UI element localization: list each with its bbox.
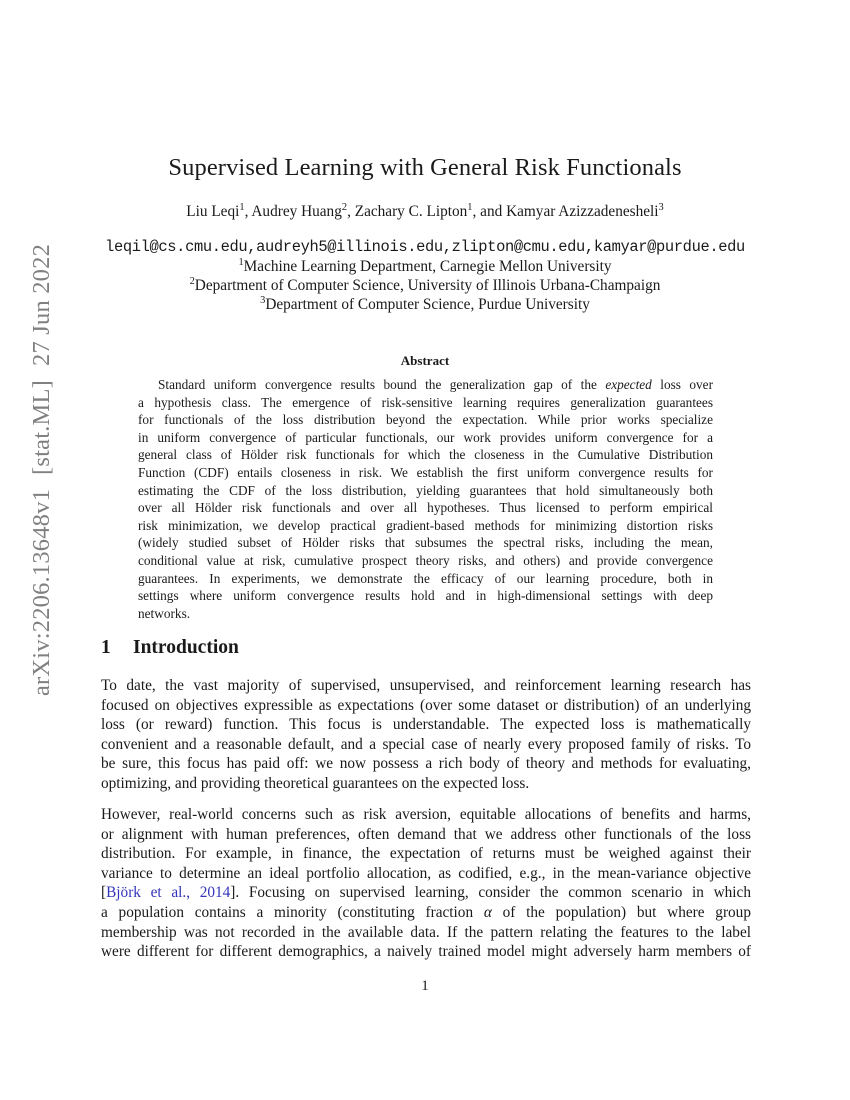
emphasis-expected: expected xyxy=(605,377,652,392)
body-line: distribution. For example, in finance, the expectation of returns must be weighed against their xyxy=(101,845,751,863)
abstract-line: Function (CDF) entails closeness in risk. We establish the first uniform convergence results for xyxy=(138,464,713,480)
section-heading-introduction xyxy=(101,637,239,659)
section-number: 1 xyxy=(101,637,111,658)
abstract-line: estimating the CDF of the loss distribution, yielding guarantees that hold simultaneously both xyxy=(138,482,713,498)
abstract-line: over all Hölder risk functionals and over all hypotheses. Thus licensed to perform empirical xyxy=(138,500,713,516)
abstract-line: networks. xyxy=(138,605,191,621)
author-list xyxy=(0,203,850,221)
abstract-line: conditional value at risk, cumulative prospect theory risks, and others) and provide convergence xyxy=(138,552,713,568)
body-line: convenient and a reasonable default, and a special case of nearly every proposed family of risks. To xyxy=(101,735,751,753)
author-name: Zachary C. Lipton xyxy=(354,203,468,220)
section-title: Introduction xyxy=(133,637,239,658)
affiliation-text: Machine Learning Department, Carnegie Mellon University xyxy=(243,258,612,275)
math-alpha: α xyxy=(483,903,492,921)
body-line: loss (or reward) function. This focus is understandable. The expected loss is mathematically xyxy=(101,716,751,734)
affiliation-number: 2 xyxy=(189,275,195,287)
affiliation-number: 1 xyxy=(238,256,244,268)
arxiv-id: arXiv:2206.13648v1 xyxy=(28,488,55,697)
author-affiliation-mark: 1 xyxy=(239,201,245,213)
arxiv-date: 27 Jun 2022 xyxy=(28,243,55,366)
body-line: were different for different demographics, a naively trained model might adversely harm members of xyxy=(101,943,751,961)
abstract-line: a hypothesis class. The emergence of risk-sensitive learning requires generalization guarantees xyxy=(138,394,713,410)
body-line: a population contains a minority (constituting fraction α of the population) but where group xyxy=(101,903,751,921)
body-line: However, real-world concerns such as risk aversion, equitable allocations of benefits and harms, xyxy=(101,806,751,823)
abstract-line: guarantees. In experiments, we demonstrate the efficacy of our learning procedure, both in xyxy=(138,570,713,586)
body-line: membership was not recorded in the available data. If the pattern relating the features to the label xyxy=(101,923,751,941)
body-line: To date, the vast majority of supervised, unsupervised, and reinforcement learning research has xyxy=(101,677,751,694)
body-line: be sure, this focus has paid off: we now possess a rich body of theory and methods for evaluating, xyxy=(101,755,751,773)
body-line: or alignment with human preferences, often demand that we address other functionals of the loss xyxy=(101,825,751,843)
affiliation-number: 3 xyxy=(260,294,266,306)
affiliation-text: Department of Computer Science, Purdue University xyxy=(265,296,590,313)
author-affiliation-mark: 1 xyxy=(467,201,473,213)
citation-link-bjork-2014[interactable]: Björk et al., 2014 xyxy=(106,884,231,902)
intro-paragraph-2 xyxy=(101,805,751,962)
author-separator: , and xyxy=(472,203,507,220)
author-affiliation-mark: 2 xyxy=(341,201,348,213)
affiliation xyxy=(0,296,850,314)
author-name: Audrey Huang xyxy=(251,203,342,220)
abstract-line: general class of Hölder risk functionals for which the closeness in the Cumulative Distribution xyxy=(138,447,713,463)
body-line: optimizing, and providing theoretical guarantees on the expected loss. xyxy=(101,774,530,792)
author-separator: , xyxy=(244,203,252,220)
paper-title: Supervised Learning with General Risk Functionals xyxy=(168,154,682,181)
abstract-line: (widely studied subset of Hölder risks that subsumes the spectral risks, including the mean, xyxy=(138,535,713,551)
author-affiliation-mark: 3 xyxy=(658,201,664,213)
arxiv-category: [stat.ML] xyxy=(28,379,55,475)
affiliation-text: Department of Computer Science, University of Illinois Urbana-Champaign xyxy=(194,277,661,294)
body-line: focused on objectives expressible as expectations (over some dataset or distribution) of an underlying xyxy=(101,696,751,714)
affiliation xyxy=(0,277,850,295)
author-name: Kamyar Azizzadenesheli xyxy=(506,203,659,220)
author-emails: leqil@cs.cmu.edu,audreyh5@illinois.edu,zlipton@cmu.edu,kamyar@purdue.edu xyxy=(105,238,745,256)
author-separator: , xyxy=(347,203,355,220)
abstract-body xyxy=(138,376,713,622)
abstract-line: risk minimization, we develop practical gradient-based methods for minimizing distortion risks xyxy=(138,517,713,533)
abstract-line: Standard uniform convergence results bound the generalization gap of the expected loss over xyxy=(158,377,713,392)
page-number: 1 xyxy=(421,978,429,994)
abstract-heading: Abstract xyxy=(400,353,450,368)
body-line: variance to determine an ideal portfolio allocation, as codified, e.g., in the mean-variance objective xyxy=(101,864,751,882)
affiliation xyxy=(0,258,850,276)
body-line: [Björk et al., 2014]. Focusing on supervised learning, consider the common scenario in which xyxy=(101,884,751,902)
abstract-line: settings where uniform convergence results hold and in high-dimensional settings with deep xyxy=(138,588,713,604)
abstract-line: in uniform convergence of particular functionals, our work provides uniform convergence for a xyxy=(138,429,713,445)
author-name: Liu Leqi xyxy=(186,203,240,220)
abstract-line: for functionals of the loss distribution beyond the expectation. While prior works specialize xyxy=(138,412,713,428)
intro-paragraph-1 xyxy=(101,676,751,794)
